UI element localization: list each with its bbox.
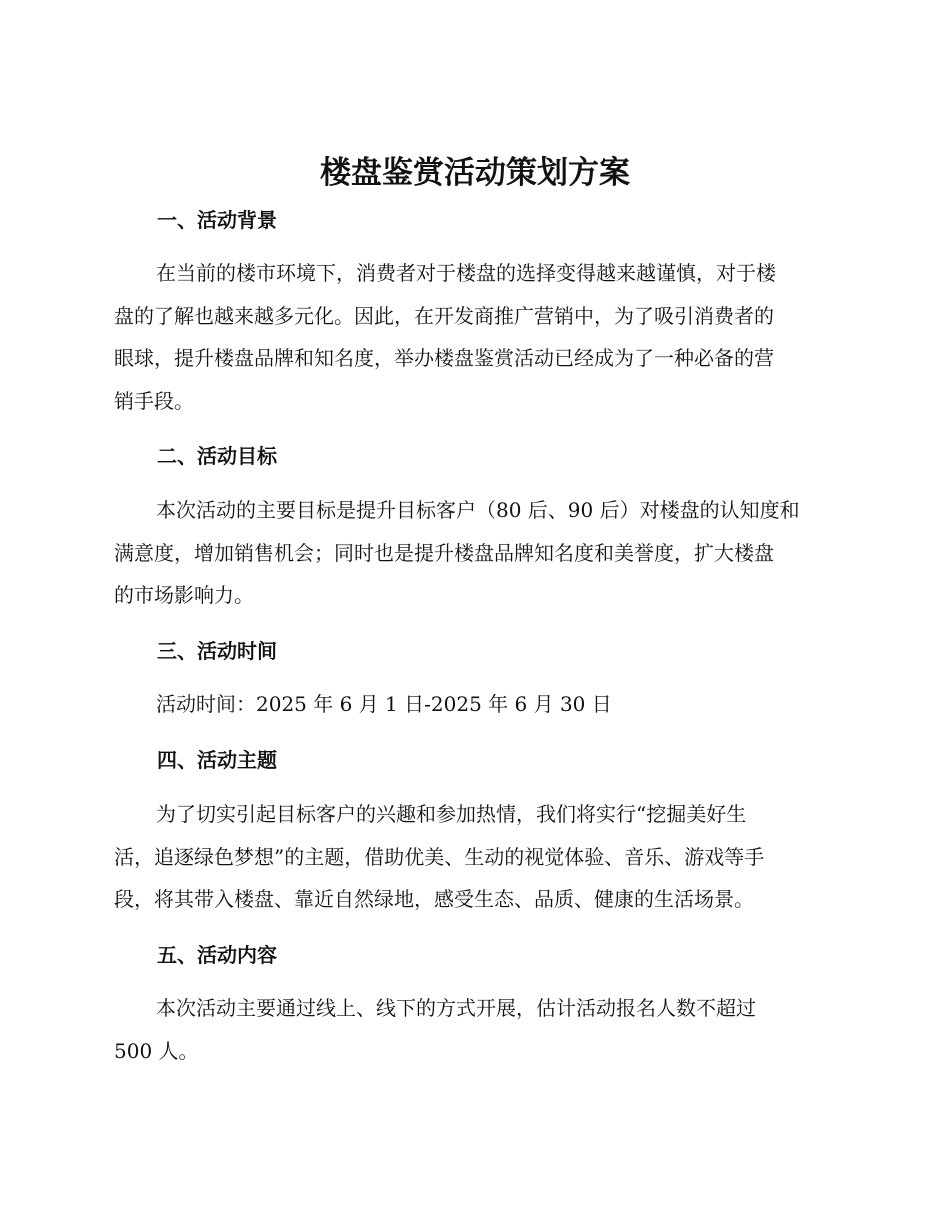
paragraph-line: 活动时间：2025 年 6 月 1 日-2025 年 6 月 30 日 bbox=[156, 692, 612, 716]
section-paragraph-content bbox=[114, 987, 838, 1072]
paragraph-line: 为了切实引起目标客户的兴趣和参加热情，我们将实行“挖掘美好生 bbox=[156, 802, 747, 826]
section-heading-goal: 二、活动目标 bbox=[157, 444, 277, 468]
paragraph-line: 销手段。 bbox=[114, 388, 194, 413]
section-paragraph-theme bbox=[114, 793, 838, 921]
section-paragraph-goal bbox=[114, 489, 838, 617]
paragraph-line: 段，将其带入楼盘、靠近自然绿地，感受生态、品质、健康的生活场景。 bbox=[114, 887, 754, 911]
section-heading-time: 三、活动时间 bbox=[157, 639, 277, 663]
paragraph-line: 盘的了解也越来越多元化。因此，在开发商推广营销中，为了吸引消费者的 bbox=[114, 303, 774, 328]
paragraph-line: 在当前的楼市环境下，消费者对于楼盘的选择变得越来越谨慎，对于楼 bbox=[156, 261, 776, 285]
section-heading-background: 一、活动背景 bbox=[157, 208, 277, 232]
section-paragraph-time bbox=[114, 683, 838, 726]
paragraph-line: 的市场影响力。 bbox=[114, 583, 254, 607]
section-paragraph-background bbox=[114, 252, 838, 422]
paragraph-line: 本次活动的主要目标是提升目标客户（80 后、90 后）对楼盘的认知度和 bbox=[156, 498, 800, 522]
paragraph-line: 本次活动主要通过线上、线下的方式开展，估计活动报名人数不超过 bbox=[156, 996, 756, 1020]
paragraph-line: 眼球，提升楼盘品牌和知名度，举办楼盘鉴赏活动已经成为了一种必备的营 bbox=[114, 346, 774, 370]
document-title: 楼盘鉴赏活动策划方案 bbox=[320, 155, 630, 191]
paragraph-line: 500 人。 bbox=[114, 1038, 199, 1063]
section-heading-content: 五、活动内容 bbox=[157, 943, 277, 967]
paragraph-line: 活，追逐绿色梦想”的主题，借助优美、生动的视觉体验、音乐、游戏等手 bbox=[114, 844, 765, 869]
paragraph-line: 满意度，增加销售机会；同时也是提升楼盘品牌知名度和美誉度，扩大楼盘 bbox=[114, 540, 774, 565]
section-heading-theme: 四、活动主题 bbox=[157, 748, 277, 772]
